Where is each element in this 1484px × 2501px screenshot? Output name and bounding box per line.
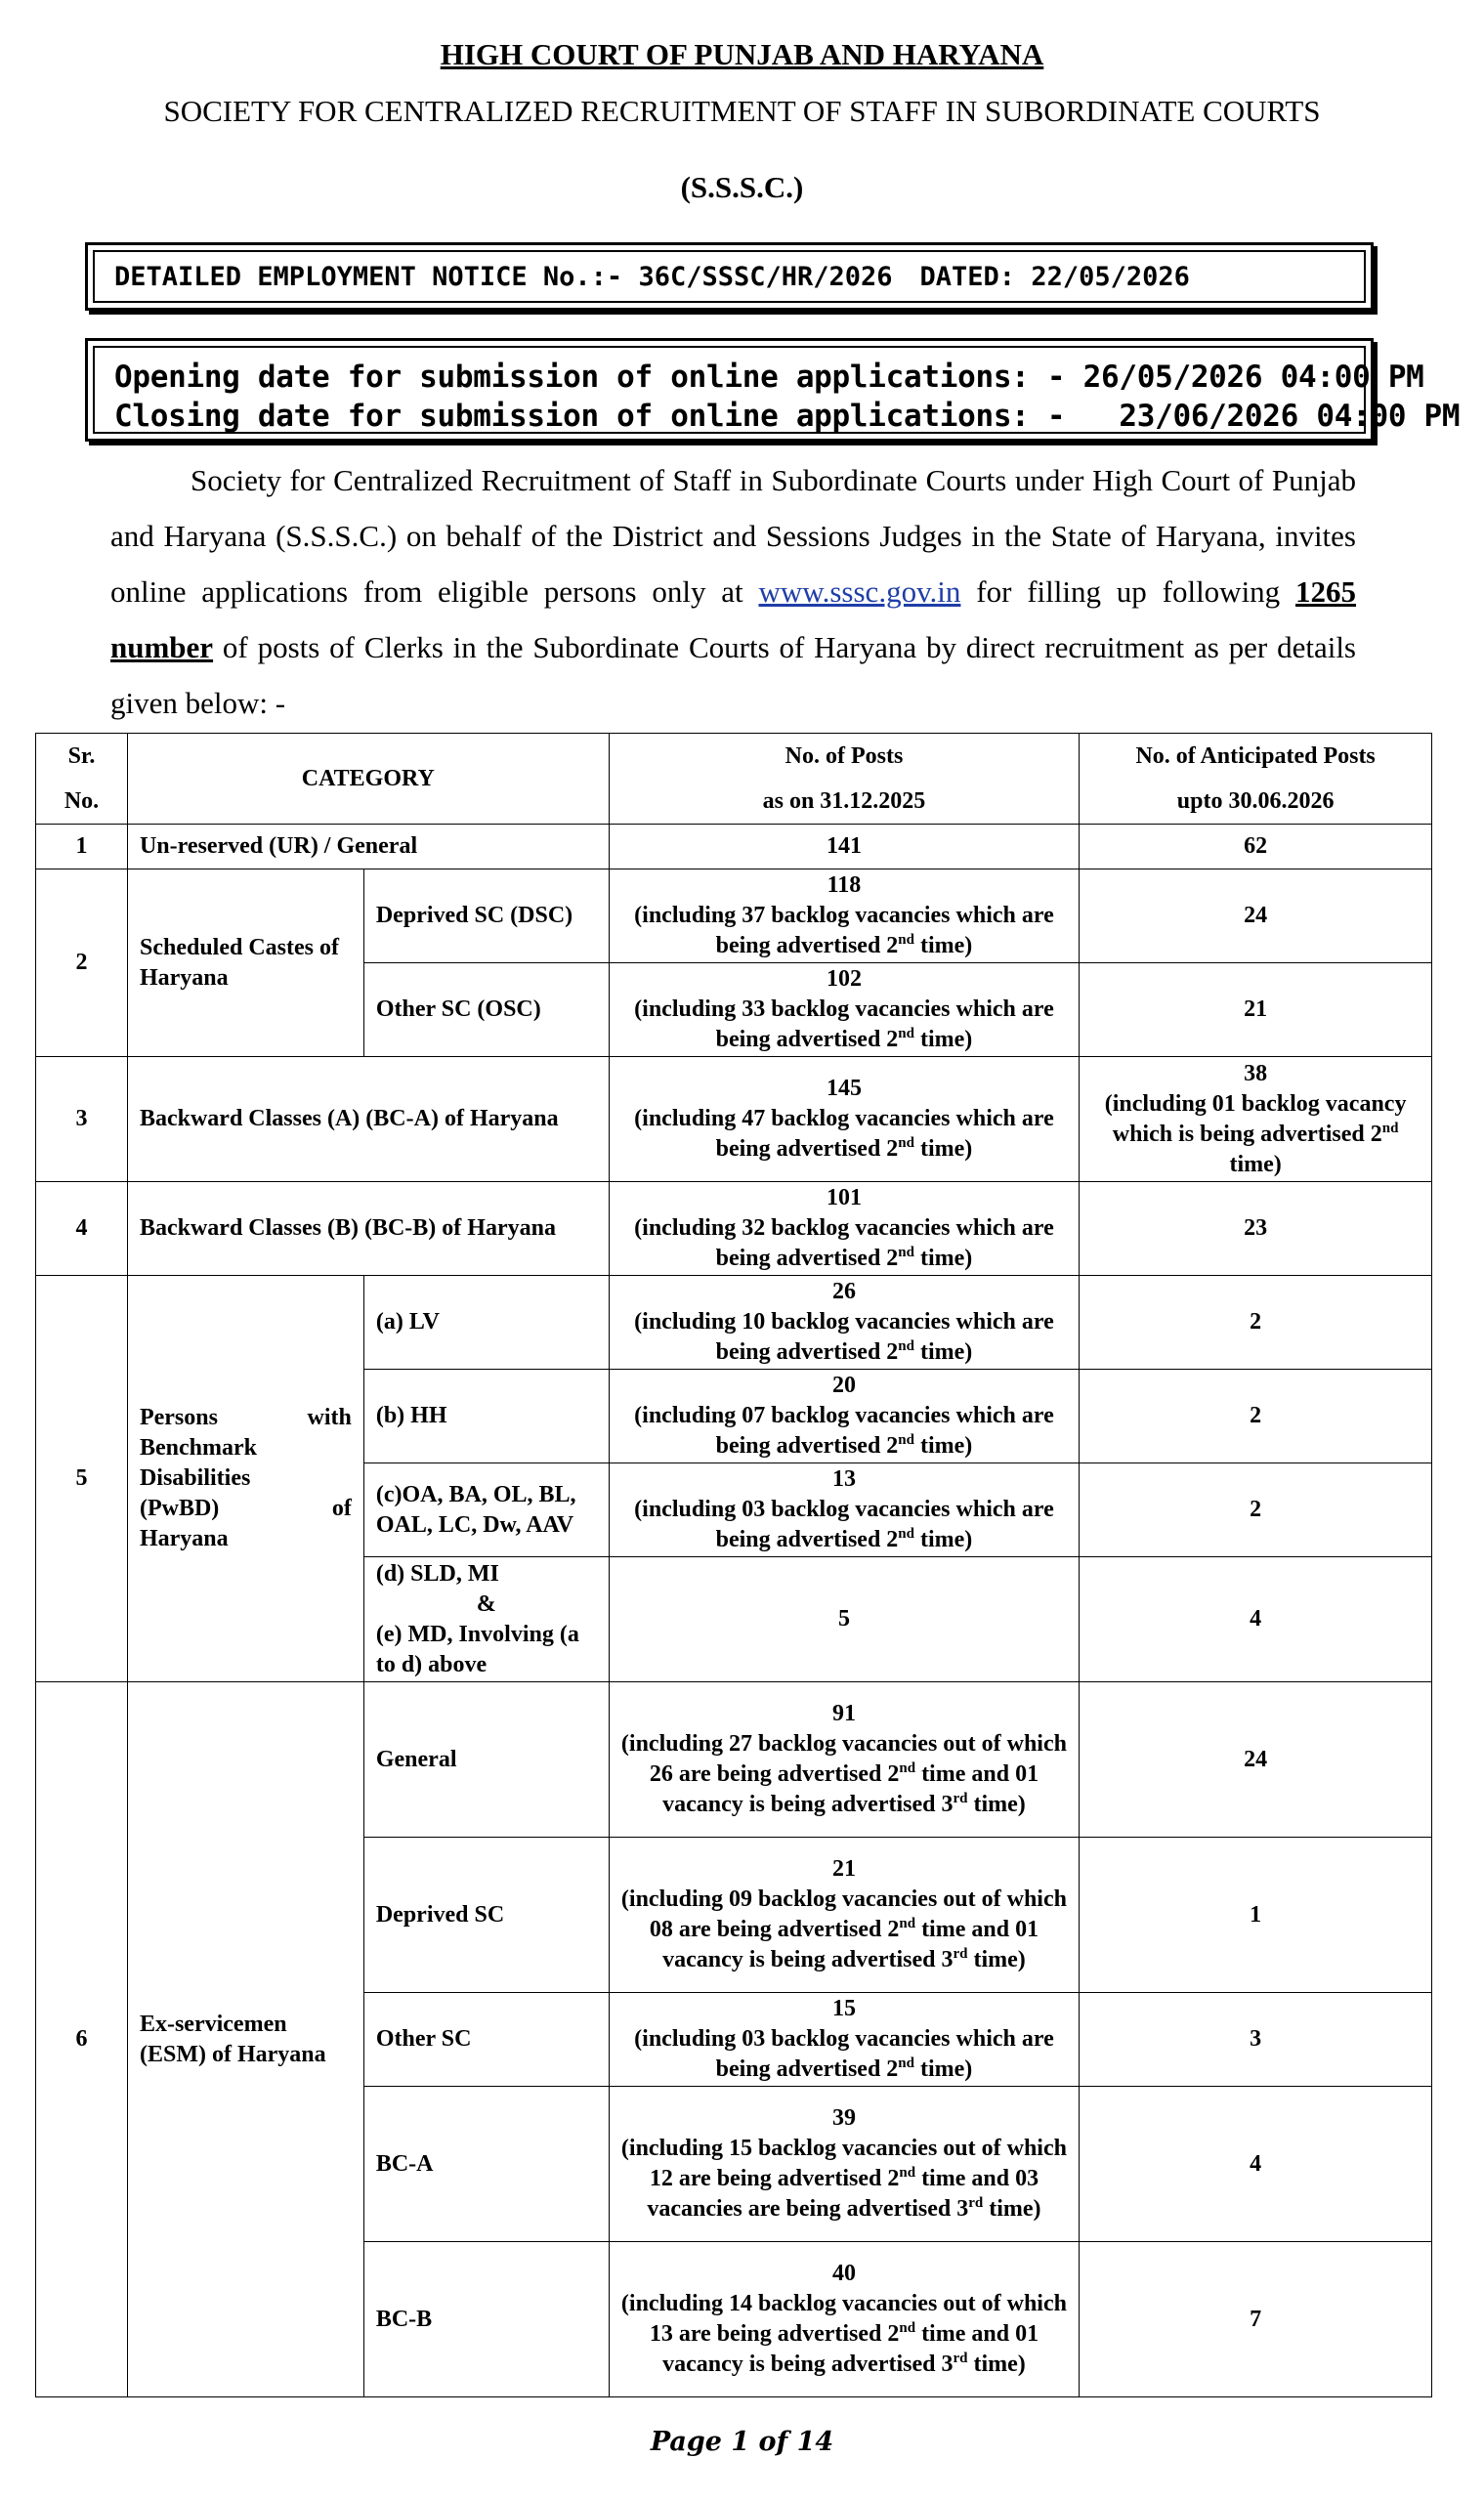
subcategory-cell: Deprived SC (DSC) <box>363 869 609 963</box>
sr-cell: 1 <box>36 825 128 869</box>
subcategory-cell: BC-B <box>363 2242 609 2397</box>
posts-cell: 20 (including 07 backlog vacancies which are being advertised 2nd time) <box>609 1370 1080 1463</box>
posts-cell: 101 (including 32 backlog vacancies which are being advertised 2nd time) <box>609 1182 1080 1276</box>
intro-text: of posts of Clerks in the Subordinate Courts of Haryana by direct recruitment as per details given below: - <box>110 630 1356 720</box>
dated-label: DATED: <box>919 261 1016 292</box>
subcategory-cell: Other SC (OSC) <box>363 963 609 1057</box>
notice-date: 22/05/2026 <box>1031 261 1190 292</box>
page-number: Page 1 of 14 <box>650 2427 834 2457</box>
anticipated-cell: 38 (including 01 backlog vacancy which is being advertised 2nd time) <box>1080 1057 1432 1182</box>
posts-cell: 15 (including 03 backlog vacancies which are being advertised 2nd time) <box>609 1993 1080 2087</box>
sr-cell: 6 <box>36 1682 128 2397</box>
subcategory-cell: BC-A <box>363 2087 609 2242</box>
society-title: SOCIETY FOR CENTRALIZED RECRUITMENT OF STAFF IN SUBORDINATE COURTS <box>163 94 1321 128</box>
intro-paragraph <box>110 452 1356 731</box>
court-title: HIGH COURT OF PUNJAB AND HARYANA <box>440 37 1044 71</box>
posts-cell: 40 (including 14 backlog vacancies out of which 13 are being advertised 2nd time and 01 vacancy is being advertised 3rd time) <box>609 2242 1080 2397</box>
anticipated-cell: 2 <box>1080 1463 1432 1557</box>
website-link[interactable]: www.sssc.gov.in <box>758 574 961 609</box>
table-row <box>36 1182 1432 1276</box>
posts-cell: 91 (including 27 backlog vacancies out of which 26 are being advertised 2nd time and 01 vacancy is being advertised 3rd time) <box>609 1682 1080 1838</box>
category-cell: Un-reserved (UR) / General <box>127 825 609 869</box>
table-row <box>36 1682 1432 1838</box>
category-cell: Backward Classes (B) (BC-B) of Haryana <box>127 1182 609 1276</box>
intro-text: for filling up following <box>960 574 1295 609</box>
closing-date: Closing date for submission of online applications: - 23/06/2026 04:00 PM <box>114 399 1461 434</box>
notice-number: 36C/SSSC/HR/2026 <box>638 261 893 292</box>
anticipated-cell: 2 <box>1080 1276 1432 1370</box>
category-cell: Backward Classes (A) (BC-A) of Haryana <box>127 1057 609 1182</box>
sr-cell: 5 <box>36 1276 128 1682</box>
application-dates-box <box>85 338 1461 442</box>
subcategory-cell: Deprived SC <box>363 1838 609 1993</box>
posts-cell: 5 <box>609 1557 1080 1682</box>
posts-cell: 118 (including 37 backlog vacancies which are being advertised 2nd time) <box>609 869 1080 963</box>
table-row <box>36 1057 1432 1182</box>
header-posts: No. of Posts as on 31.12.2025 <box>609 734 1080 825</box>
header-category: CATEGORY <box>127 734 609 825</box>
posts-cell: 145 (including 47 backlog vacancies which are being advertised 2nd time) <box>609 1057 1080 1182</box>
anticipated-cell: 1 <box>1080 1838 1432 1993</box>
category-cell: Ex-servicemen (ESM) of Haryana <box>127 1682 363 2397</box>
posts-cell: 21 (including 09 backlog vacancies out of which 08 are being advertised 2nd time and 01 vacancy is being advertised 3rd time) <box>609 1838 1080 1993</box>
table-row <box>36 825 1432 869</box>
post-count: 1265 number <box>110 574 1356 664</box>
table-header-row <box>36 734 1432 825</box>
vacancy-table <box>35 733 1432 2397</box>
sr-cell: 2 <box>36 869 128 1057</box>
subcategory-cell: (b) HH <box>363 1370 609 1463</box>
anticipated-cell: 4 <box>1080 2087 1432 2242</box>
subcategory-cell: (a) LV <box>363 1276 609 1370</box>
anticipated-cell: 24 <box>1080 1682 1432 1838</box>
notice-label: DETAILED EMPLOYMENT NOTICE No.:- <box>114 261 623 292</box>
header-anticipated: No. of Anticipated Posts upto 30.06.2026 <box>1080 734 1432 825</box>
table-row <box>36 869 1432 963</box>
subcategory-cell: (c)OA, BA, OL, BL, OAL, LC, Dw, AAV <box>363 1463 609 1557</box>
opening-date: Opening date for submission of online applications: - 26/05/2026 04:00 PM <box>114 360 1424 395</box>
category-cell: Persons with Benchmark Disabilities (PwBD) of Haryana <box>127 1276 363 1682</box>
anticipated-cell: 24 <box>1080 869 1432 963</box>
subcategory-cell: (d) SLD, MI & (e) MD, Involving (a to d) above <box>363 1557 609 1682</box>
society-abbreviation: (S.S.S.C.) <box>680 170 804 204</box>
table-row <box>36 1276 1432 1370</box>
subcategory-cell: Other SC <box>363 1993 609 2087</box>
sr-cell: 3 <box>36 1057 128 1182</box>
anticipated-cell: 7 <box>1080 2242 1432 2397</box>
posts-cell: 39 (including 15 backlog vacancies out of which 12 are being advertised 2nd time and 03 vacancies are being advertised 3rd time) <box>609 2087 1080 2242</box>
sr-cell: 4 <box>36 1182 128 1276</box>
posts-cell: 13 (including 03 backlog vacancies which are being advertised 2nd time) <box>609 1463 1080 1557</box>
posts-cell: 26 (including 10 backlog vacancies which are being advertised 2nd time) <box>609 1276 1080 1370</box>
anticipated-cell: 4 <box>1080 1557 1432 1682</box>
header-sr: Sr. No. <box>36 734 128 825</box>
notice-number-box <box>85 242 1374 311</box>
anticipated-cell: 2 <box>1080 1370 1432 1463</box>
anticipated-cell: 23 <box>1080 1182 1432 1276</box>
anticipated-cell: 62 <box>1080 825 1432 869</box>
intro-text: Society for Centralized Recruitment of Staff in Subordinate Courts under High Court of Punjab and Haryana (S.S.S.C.) on behalf of the District and Sessions Judges in the State of Haryana, invites online applications from eligible persons only at <box>110 463 1356 609</box>
posts-cell: 141 <box>609 825 1080 869</box>
category-cell: Scheduled Castes of Haryana <box>127 869 363 1057</box>
subcategory-cell: General <box>363 1682 609 1838</box>
anticipated-cell: 21 <box>1080 963 1432 1057</box>
anticipated-cell: 3 <box>1080 1993 1432 2087</box>
posts-cell: 102 (including 33 backlog vacancies which are being advertised 2nd time) <box>609 963 1080 1057</box>
